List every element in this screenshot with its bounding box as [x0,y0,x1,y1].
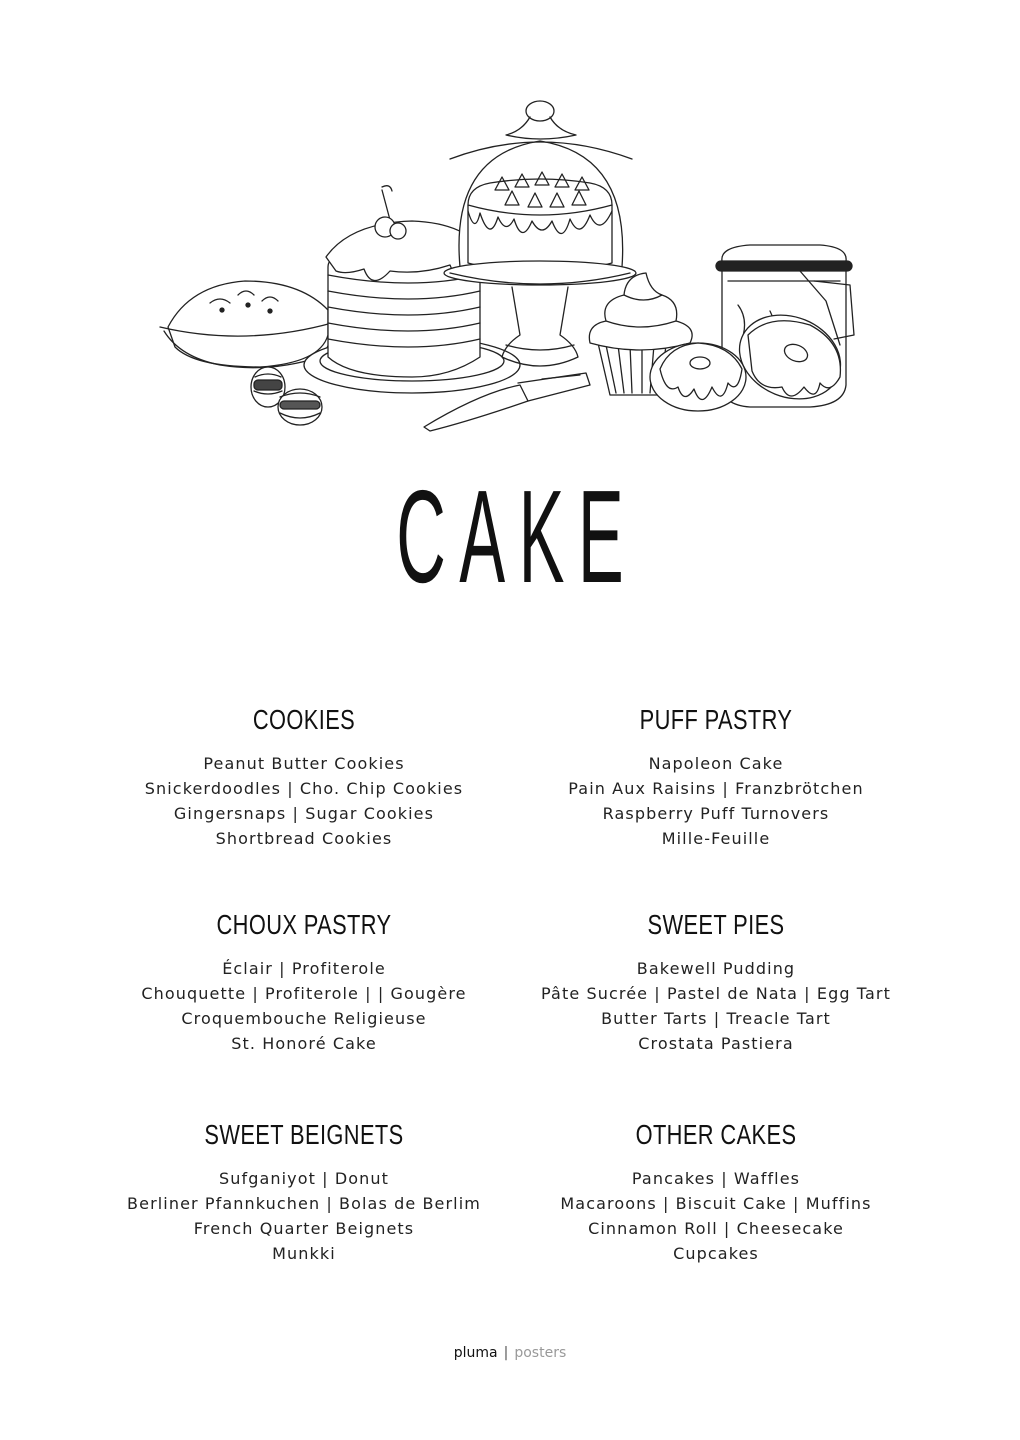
cherry-icon [375,186,406,239]
section-heading: SWEET BEIGNETS [204,1119,404,1150]
section-choux-pastry [94,908,514,1056]
list-item: Pain Aux Raisins | Franzbrötchen [568,779,864,798]
list-item: Cupcakes [673,1244,759,1263]
section-other-cakes [506,1118,926,1266]
list-item: Butter Tarts | Treacle Tart [601,1009,831,1028]
brand-subtitle: posters [514,1345,567,1361]
cake-dome-icon [450,101,632,273]
section-heading: OTHER CAKES [635,1119,797,1150]
pie-icon [160,281,332,368]
section-list [94,751,514,851]
page-title: CAKE [396,463,638,610]
list-item: Gingersnaps | Sugar Cookies [173,804,435,823]
section-list [94,956,514,1056]
section-heading: CHOUX PASTRY [216,909,392,940]
section-sweet-pies [506,908,926,1056]
list-item: Raspberry Puff Turnovers [602,804,830,823]
section-puff-pastry [506,703,926,851]
brand-name: pluma [453,1345,498,1361]
list-item: Pâte Sucrée | Pastel de Nata | Egg Tart [541,984,891,1003]
list-item: Peanut Butter Cookies [203,754,405,773]
list-item: Shortbread Cookies [215,829,393,848]
section-list [94,1166,514,1266]
footer-brand [0,1343,1020,1363]
section-list [506,751,926,851]
list-item: Chouquette | Profiterole | | Gougère [141,984,467,1003]
list-item: French Quarter Beignets [193,1219,415,1238]
list-item: Snickerdoodles | Cho. Chip Cookies [144,779,464,798]
list-item: Napoleon Cake [648,754,784,773]
section-heading: SWEET PIES [647,909,785,940]
list-item: Mille-Feuille [661,829,771,848]
list-item: Crostata Pastiera [638,1034,794,1053]
section-cookies [94,703,514,851]
list-item: Croquembouche Religieuse [181,1009,427,1028]
section-list [506,1166,926,1266]
list-item: Munkki [272,1244,336,1263]
section-heading: PUFF PASTRY [639,704,793,735]
list-item: Pancakes | Waffles [631,1169,801,1188]
list-item: Macaroons | Biscuit Cake | Muffins [560,1194,872,1213]
section-sweet-beignets [94,1118,514,1266]
desserts-illustration [150,95,870,440]
list-item: Éclair | Profiterole [222,959,386,978]
list-item: Cinnamon Roll | Cheesecake [588,1219,844,1238]
list-item: Sufganiyot | Donut [218,1169,390,1188]
section-list [506,956,926,1056]
list-item: Berliner Pfannkuchen | Bolas de Berlim [127,1194,481,1213]
section-heading: COOKIES [252,704,356,735]
brand-separator: | [503,1345,509,1361]
list-item: St. Honoré Cake [231,1034,377,1053]
list-item: Bakewell Pudding [636,959,796,978]
